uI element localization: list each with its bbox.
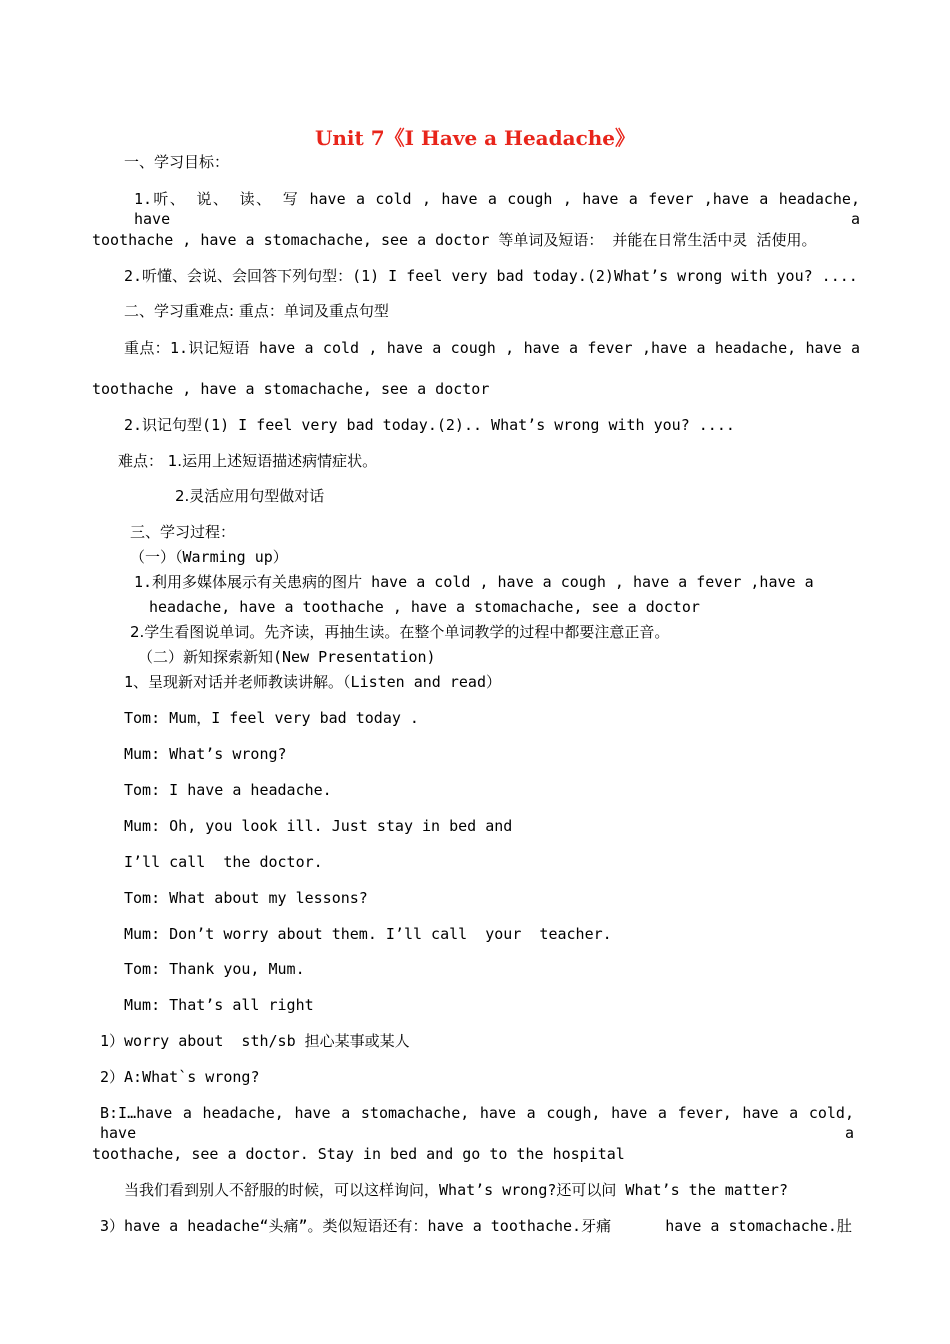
section-heading-keypoints: 二、学习重难点: 重点：单词及重点句型 [124, 302, 389, 320]
keypoint-line-1: 重点：1.识记短语 have a cold , have a cough , have a fever ,have a headache, have a [124, 339, 860, 357]
note-2-answer: B:I…have a headache, have a stomachache, have a cough, have a fever, have a cold, have a [100, 1104, 854, 1142]
difficulty-line-2: 2.灵活应用句型做对话 [175, 487, 325, 505]
dialogue-line: Mum: That’s all right [124, 996, 314, 1014]
presentation-line-1: 1、呈现新对话并老师教读讲解。（Listen and read） [124, 673, 501, 691]
keypoint-line-1-cont: toothache , have a stomachache, see a doctor [92, 380, 490, 398]
keypoint-line-2: 2.识记句型(1) I feel very bad today.(2).. What’s wrong with you? .... [124, 416, 735, 434]
warmup-line-1: 1.利用多媒体展示有关患病的图片 have a cold , have a cough , have a fever ,have a [134, 573, 814, 591]
section-heading-goals: 一、学习目标： [124, 153, 230, 171]
document-title: Unit 7《I Have a Headache》 [314, 126, 636, 150]
section-heading-process: 三、学习过程： [130, 523, 236, 541]
subsection-warming-up: （一）（Warming up） [130, 548, 288, 566]
dialogue-line: Mum: What’s wrong? [124, 745, 287, 763]
goal-line-1: 1.听、 说、 读、 写 have a cold , have a cough , have a fever ,have a headache, have a [134, 190, 860, 228]
dialogue-line: Tom: Thank you, Mum. [124, 960, 305, 978]
goal-line-1-cont: toothache , have a stomachache, see a doctor 等单词及短语： 并能在日常生活中灵 活使用。 [92, 231, 817, 249]
difficulty-line-1: 难点： 1.运用上述短语描述病情症状。 [118, 452, 378, 470]
dialogue-line: Tom: Mum，I feel very bad today . [124, 709, 419, 727]
dialogue-line: Mum: Don’t worry about them. I’ll call your teacher. [124, 925, 612, 943]
dialogue-line: I’ll call the doctor. [124, 853, 323, 871]
subsection-new-presentation: （二）新知探索新知(New Presentation) [138, 648, 436, 666]
note-3: 3）have a headache“头痛”。类似短语还有：have a toothache.牙痛 have a stomachache.肚 [100, 1217, 852, 1235]
note-1: 1）worry about sth/sb 担心某事或某人 [100, 1032, 410, 1050]
note-2-answer-cont: toothache, see a doctor. Stay in bed and go to the hospital [92, 1145, 625, 1163]
warmup-line-1-cont: headache, have a toothache , have a stomachache, see a doctor [149, 598, 700, 616]
dialogue-line: Tom: I have a headache. [124, 781, 332, 799]
note-2-explanation: 当我们看到别人不舒服的时候，可以这样询问，What’s wrong?还可以问 What’s the matter? [124, 1181, 788, 1199]
dialogue-line: Mum: Oh, you look ill. Just stay in bed and [124, 817, 513, 835]
dialogue-line: Tom: What about my lessons? [124, 889, 368, 907]
note-2: 2）A:What`s wrong? [100, 1068, 260, 1086]
goal-line-2: 2.听懂、会说、会回答下列句型：(1) I feel very bad today.(2)What’s wrong with you? .... [124, 267, 858, 285]
warmup-line-2: 2.学生看图说单词。先齐读，再抽生读。在整个单词教学的过程中都要注意正音。 [130, 623, 670, 641]
